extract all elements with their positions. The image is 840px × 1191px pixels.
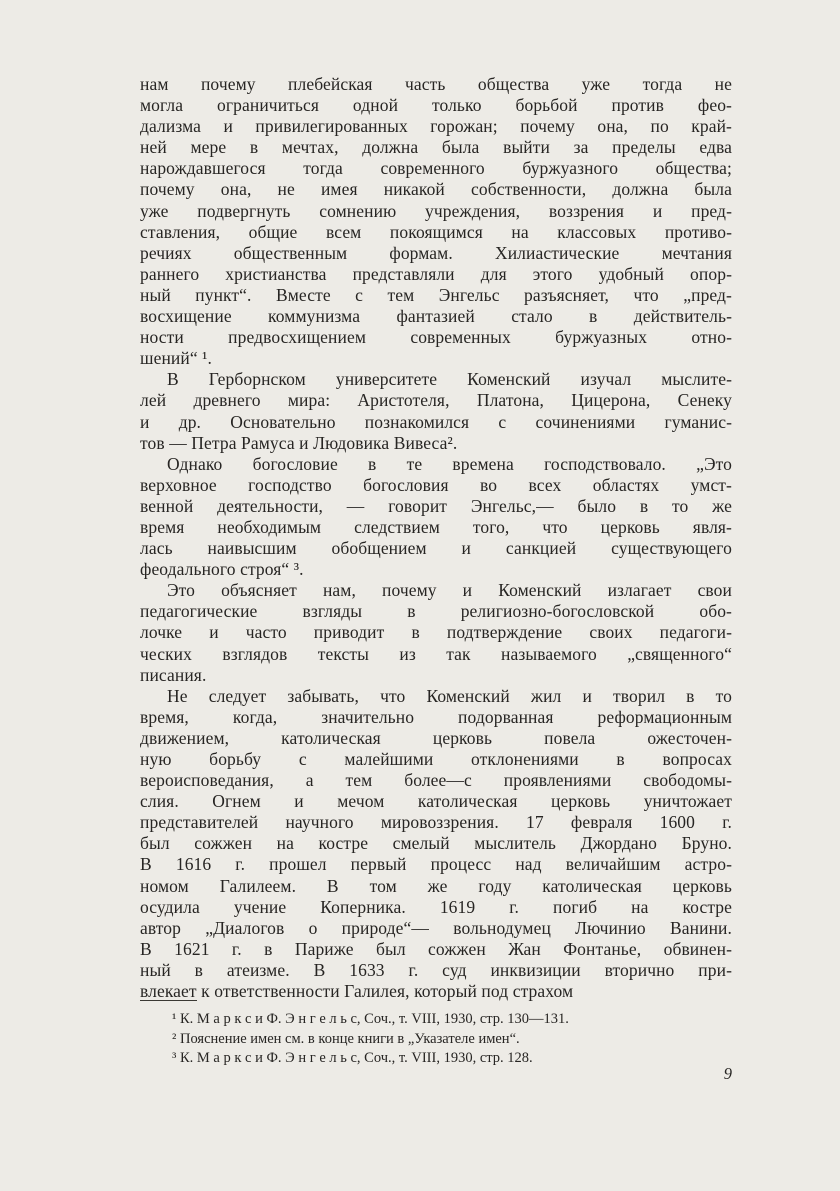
- text-line: лочке и часто приводит в подтверждение своих педагоги-: [140, 622, 732, 643]
- text-line: вероисповедания, а тем более—с проявлениями свободомы-: [140, 770, 732, 791]
- text-line: почему она, не имея никакой собственности, должна была: [140, 179, 732, 200]
- text-line: автор „Диалогов о природе“— вольнодумец Лючинио Ванини.: [140, 917, 732, 938]
- text-line: раннего христианства представляли для этого удобный опор-: [140, 263, 732, 284]
- page-number: 9: [723, 1064, 732, 1083]
- text-line: Не следует забывать, что Коменский жил и творил в то: [167, 685, 732, 706]
- text-line: венной деятельности, — говорит Энгельс,— было в то же: [140, 495, 732, 516]
- text-line: дализма и привилегированных горожан; почему она, по край-: [140, 116, 732, 137]
- text-line: верховное господство богословия во всех областях умст-: [140, 474, 732, 495]
- paragraph: [140, 454, 732, 581]
- text-line: В Герборнском университете Коменский изучал мыслите-: [167, 369, 732, 390]
- text-line: феодального строя“ ³.: [140, 559, 304, 580]
- paragraph: [140, 686, 732, 1002]
- text-line: Однако богословие в те времена господствовало. „Это: [167, 453, 732, 474]
- text-line: лей древнего мира: Аристотеля, Платона, Цицерона, Сенеку: [140, 390, 732, 411]
- text-line: ную борьбу с малейшими отклонениями в вопросах: [140, 749, 732, 769]
- footnotes-list: [140, 1010, 732, 1069]
- text-line: ный пункт“. Вместе с тем Энгельс разъясняет, что „пред-: [140, 284, 732, 305]
- text-line: нарождавшегося тогда современного буржуазного общества;: [140, 158, 732, 179]
- text-line: движением, католическая церковь повела ожесточен-: [140, 727, 732, 748]
- text-line: речиях общественным формам. Хилиастические мечтания: [140, 242, 732, 263]
- footnote-line: ¹ К. М а р к с и Ф. Э н г е л ь с, Соч., т. VIII, 1930, стр. 130—131.: [172, 1011, 569, 1027]
- text-line: ческих взглядов тексты из так называемого „священного“: [140, 643, 732, 664]
- text-line: нам почему плебейская часть общества уже тогда не: [140, 74, 732, 94]
- text-line: ней мере в мечтах, должна была выйти за пределы едва: [140, 137, 732, 158]
- text-line: педагогические взгляды в религиозно-богословской обо-: [140, 601, 732, 622]
- footnotes-section: [140, 1000, 732, 1069]
- text-block: [140, 74, 732, 1002]
- text-line: время, когда, значительно подорванная реформационным: [140, 706, 732, 727]
- text-line: писания.: [140, 664, 207, 685]
- text-line: был сожжен на костре смелый мыслитель Джордано Бруно.: [140, 833, 732, 854]
- text-line: уже подвергнуть сомнению учреждения, воззрения и пред-: [140, 200, 732, 221]
- paragraph: [140, 74, 732, 369]
- footnote-divider: [140, 1000, 197, 1001]
- text-line: ный в атеизме. В 1633 г. суд инквизиции вторично при-: [140, 959, 732, 980]
- text-line: лась наивысшим обобщением и санкцией существующего: [140, 538, 732, 559]
- footnote-line: ³ К. М а р к с и Ф. Э н г е л ь с, Соч., т. VIII, 1930, стр. 128.: [172, 1050, 533, 1066]
- text-line: представителей научного мировоззрения. 17 февраля 1600 г.: [140, 812, 732, 833]
- text-line: В 1621 г. в Париже был сожжен Жан Фонтанье, обвинен-: [140, 938, 732, 959]
- text-line: могла ограничиться одной только борьбой против фео-: [140, 95, 732, 116]
- text-line: шений“ ¹.: [140, 348, 213, 369]
- text-line: Это объясняет нам, почему и Коменский излагает свои: [167, 580, 732, 601]
- text-line: время необходимым следствием того, что церковь явля-: [140, 516, 732, 537]
- paragraph: [140, 580, 732, 685]
- text-line: ставления, общие всем покоящимся на классовых противо-: [140, 221, 732, 242]
- text-line: ности предвосхищением современных буржуазных отно-: [140, 327, 732, 348]
- text-line: В 1616 г. прошел первый процесс над величайшим астро-: [140, 854, 732, 875]
- text-line: номом Галилеем. В том же году католическая церковь: [140, 875, 732, 896]
- text-line: слия. Огнем и мечом католическая церковь уничтожает: [140, 791, 732, 812]
- text-line: восхищение коммунизма фантазией стало в действитель-: [140, 306, 732, 327]
- text-line: осудила учение Коперника. 1619 г. погиб на костре: [140, 896, 732, 917]
- text-line: влекает к ответственности Галилея, который под страхом: [140, 981, 574, 1002]
- paragraph: [140, 369, 732, 453]
- footnote-line: ² Пояснение имен см. в конце книги в „Указателе имен“.: [172, 1030, 520, 1047]
- text-line: и др. Основательно познакомился с сочинениями гуманис-: [140, 411, 732, 432]
- text-line: тов — Петра Рамуса и Людовика Вивеса².: [140, 432, 458, 453]
